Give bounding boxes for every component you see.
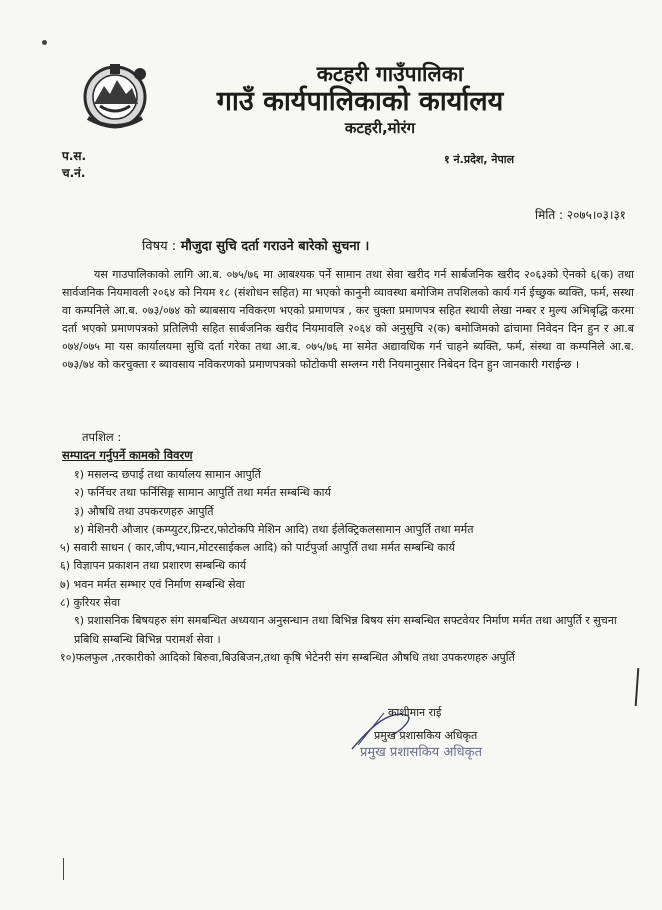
details-label: तपशिल :: [82, 430, 122, 444]
dispatch-number-label: च.नं.: [62, 166, 86, 180]
margin-mark: [63, 858, 64, 880]
list-item: ६) विज्ञापन प्रकाशन तथा प्रशारण सम्बन्धि कार्य: [60, 559, 247, 573]
list-item: १०)फलफुल ,तरकारीको आदिको बिरुवा,बिउबिजन,तथा कृषि भेटेनरी संग सम्बन्धित औषधि तथा उपकरणहरु अपुर्ति: [60, 650, 515, 664]
signatory-name: काशीमान राई: [388, 706, 442, 719]
reference-block: [62, 148, 86, 182]
municipality-name: कटहरी गाउँपालिका: [316, 62, 464, 86]
reference-number-label: प.स.: [62, 149, 87, 163]
list-item: ३) औषधि तथा उपकरणहरु आपुर्ति: [74, 504, 214, 518]
office-location: कटहरी,मोरंग: [344, 119, 416, 137]
list-item: ९) प्रशासनिक बिषयहरु संग समबन्धित अध्ययान अनुसन्धान तथा बिभिन्न बिषय संग सम्बन्धित सफ्टवेयर निर्माण मर्मत तथा आपुर्ति र सुचना प्रबिधि सम्बन्धि बिभिन्न परामर्श सेवा ।: [74, 614, 617, 646]
list-item: ८) कुरियर सेवा: [60, 596, 121, 610]
province-label: १ नं.प्रदेश, नेपाल: [444, 153, 515, 166]
page-speck: [42, 40, 47, 45]
list-item: ५) सवारी साधन ( कार,जीप,भ्यान,मोटरसाईकल आदि) को पार्टपुर्जा आपुर्ति तथा मर्मत सम्बन्धि कार्य: [60, 541, 455, 555]
margin-mark: [635, 668, 640, 706]
list-item: ४) मेशिनरी औजार (कम्प्युटर,प्रिन्टर,फोटोकपि मेशिन आदि) तथा ईलेक्ट्रिकलसामान आपुर्ति तथा मर्मत: [74, 522, 474, 536]
list-item: ७) भवन मर्मत सम्भार एवं निर्माण सम्बन्धि सेवा: [60, 577, 245, 591]
list-item: १) मसलन्द छपाई तथा कार्यालय सामान आपुर्ति: [74, 468, 261, 481]
list-item: २) फर्निचर तथा फर्निसिङ्ग सामान आपुर्ति तथा मर्मत सम्बन्धि कार्य: [74, 486, 331, 500]
subject-line: [142, 236, 369, 254]
work-list-heading: सम्पादन गर्नुपर्ने कामको विवरण: [62, 448, 193, 462]
subject-text: मौजुदा सुचि दर्ता गराउने बारेको सुचना ।: [180, 239, 370, 254]
notice-date: मिति : २०७५।०३।३१: [535, 208, 626, 222]
stamp-text: प्रमुख प्रशासकिय अधिकृत: [360, 745, 483, 760]
subject-label: विषय :: [142, 239, 177, 254]
notice-body: यस गाउपालिकाको लागि आ.ब. ०७५/७६ मा आबश्यक पर्ने सामान तथा सेवा खरीद गर्न सार्बजनिक खरीद २०६३को ऐनको ६(क) तथा सार्वजनिक नियमावली २०६४ को नियम १८ (संशोधन सहित) मा भएको कानुनी व्यावस्था बमोजिम तपशिलको कार्य गर्न ईच्छुक ब्यक्ति, फर्म, सस्था वा कम्पनिले आ.ब. ०७३/०७४ को ब्याबसाय नविकरण भएको प्रमाणपत्र , कर चुक्ता प्रमाणपत्र सहित स्थायी लेखा नम्बर र मुल्य अभिबृद्धि करमा दर्ता भएको प्रमाणपत्रको प्रतिलिपी सहित सार्बजनिक खरीद नियमावलि २०६४ को अनुसुचि २(क) बमोजिमको ढांचामा निवेदन दिन हुन र आ.ब ०७४/०७५ मा यस कार्यालयमा सुचि दर्ता गरेका तथा आ.ब. ०७५/७६ मा समेत अद्यावधिक गर्न चाहने ब्यक्ति, फर्म, संस्था वा कम्पनिले आ.ब. ०७३/७४ को करचुक्ता र ब्यावसाय नविकरणको प्रमाणपत्रको फोटोकपी सम्लग्न गरी नियमानुसार निबेदन दिन हुन जानकारी गराईन्छ ।: [62, 268, 634, 371]
signatory-title: प्रमुख प्रशासकिय अधिकृत: [374, 729, 478, 742]
government-emblem-icon: [80, 60, 150, 134]
work-list: [60, 466, 642, 667]
office-name: गाउँ कार्यपालिकाको कार्यालय: [216, 86, 504, 117]
